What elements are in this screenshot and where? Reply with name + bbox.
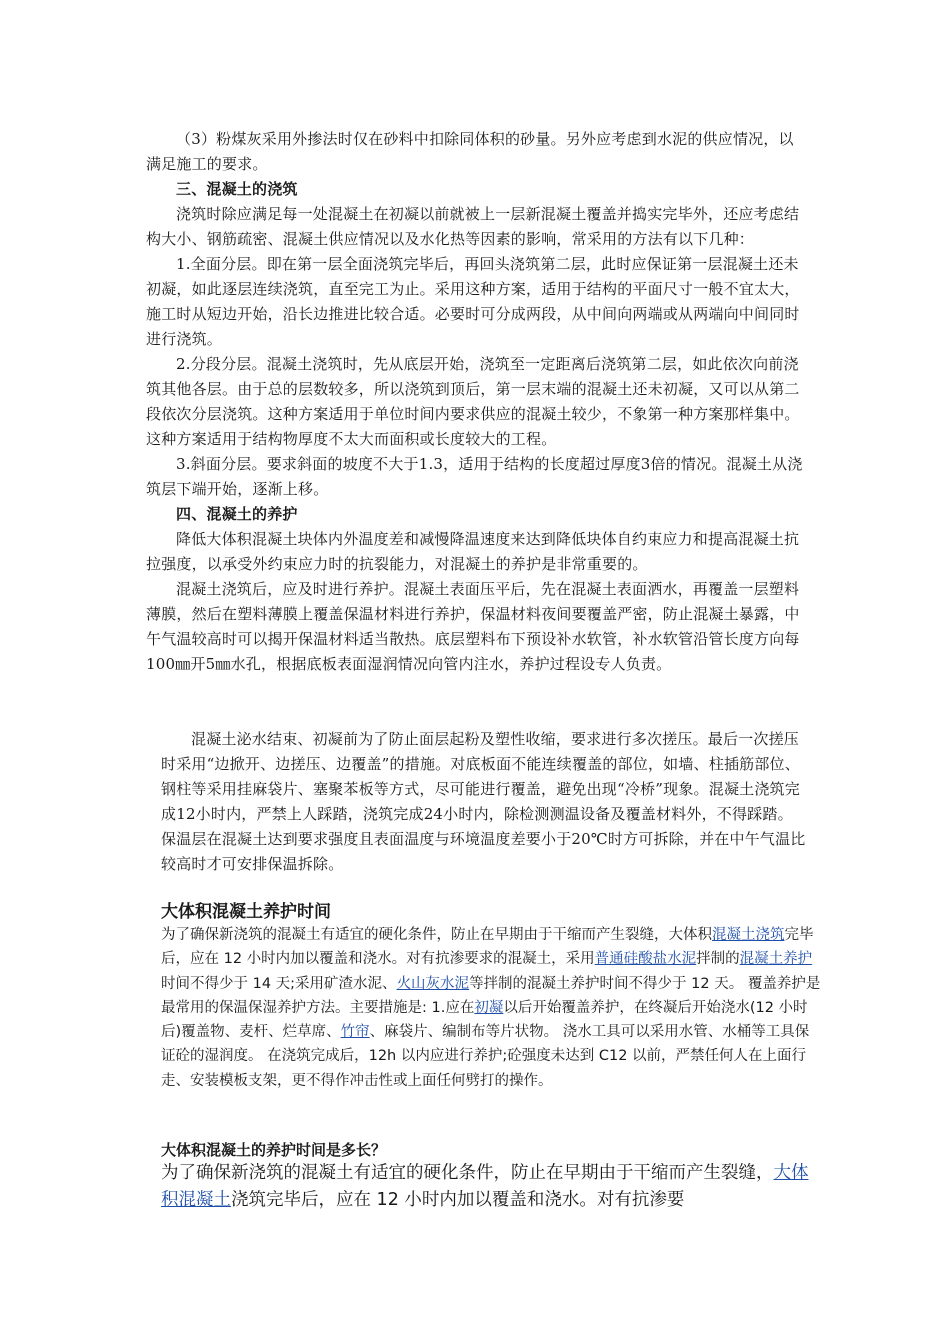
- surface-treatment-section: [161, 727, 806, 877]
- pouring-heading: 三、混凝土的浇筑: [176, 180, 298, 198]
- care-time-text-7: 、麻袋片、编制布等片状物。 浇水工具可以采用水管、水桶等工具保证砼的湿润度。 在浇筑完成后，12h 以内应进行养护;砼强度未达到 C12 以前，严禁任何人在上面行走、安装模板支架，更不得作冲击性或上面任何劈打的操作。: [161, 1024, 810, 1089]
- question-heading: 大体积混凝土的养护时间是多长？: [161, 1141, 387, 1159]
- fly-ash-paragraph: （3）粉煤灰采用外掺法时仅在砂料中扣除同体积的砂量。另外应考虑到水泥的供应情况，以满足施工的要求。: [146, 130, 794, 173]
- pouring-and-curing-section: [146, 127, 806, 677]
- link-concrete-pouring[interactable]: 混凝土浇筑: [712, 927, 785, 943]
- curing-importance-paragraph: 降低大体积混凝土块体内外温度差和减慢降温速度来达到降低块体自约束应力和提高混凝土抗拉强度，以承受外约束应力时的抗裂能力，对混凝土的养护是非常重要的。: [146, 530, 800, 573]
- care-time-text-4: 时间不得少于 14 天;采用矿渣水泥、: [161, 975, 397, 992]
- link-initial-setting[interactable]: 初凝: [474, 999, 504, 1016]
- link-mass-concrete[interactable]: 大体积混凝土: [161, 1163, 809, 1210]
- pouring-intro-paragraph: 浇筑时除应满足每一处混凝土在初凝以前就被上一层新混凝土覆盖并捣实完毕外，还应考虑结构大小、钢筋疏密、混凝土供应情况以及水化热等因素的影响，常采用的方法有以下几种：: [146, 205, 800, 248]
- surface-rubbing-paragraph: 混凝土泌水结束、初凝前为了防止面层起粉及塑性收缩，要求进行多次搓压。最后一次搓压时采用“边掀开、边搓压、边覆盖”的措施。对底板面不能连续覆盖的部位，如墙、柱插筋部位、钢柱等采用挂麻袋片、塞聚苯板等方式，尽可能进行覆盖，避免出现“冷桥”现象。混凝土浇筑完成12小时内，严禁上人踩踏，浇筑完成24小时内，除检测测温设备及覆盖材料外，不得踩踏。保温层在混凝土达到要求强度且表面温度与环境温度差要小于20℃时方可拆除，并在中午气温比较高时才可安排保温拆除。: [161, 730, 806, 873]
- care-time-paragraph: [161, 923, 821, 1093]
- curing-method-paragraph: 混凝土浇筑后，应及时进行养护。混凝土表面压平后，先在混凝土表面洒水，再覆盖一层塑料薄膜，然后在塑料薄膜上覆盖保温材料进行养护，保温材料夜间要覆盖严密，防止混凝土暴露，中午气温较高时可以揭开保温材料适当散热。底层塑料布下预设补水软管，补水软管沿管长度方向每100㎜开5㎜水孔，根据底板表面湿润情况向管内注水，养护过程设专人负责。: [146, 580, 800, 673]
- link-portland-cement[interactable]: 普通硅酸盐水泥: [594, 951, 697, 968]
- answer-text-2: 浇筑完毕后，应在 12 小时内加以覆盖和浇水。对有抗渗要: [231, 1190, 685, 1210]
- link-pozzolan-cement[interactable]: 火山灰水泥: [396, 975, 470, 992]
- care-time-text-5: 等拌制的混凝土养护时间不得少于 12 天。 覆盖养护是最常用的保温保湿养护方法。主要措施是: 1.应在: [161, 975, 821, 1016]
- link-bamboo-curtain[interactable]: 竹帘: [340, 1024, 370, 1041]
- answer-text-1: 为了确保新浇筑的混凝土有适宜的硬化条件，防止在早期由于干缩而产生裂缝，: [161, 1163, 774, 1183]
- care-time-text-6: 以后开始覆盖养护，在终凝后开始浇水(12 小时后)覆盖物、麦杆、烂草席、: [161, 999, 808, 1041]
- curing-heading: 四、混凝土的养护: [176, 505, 298, 523]
- care-time-heading: 大体积混凝土养护时间: [161, 902, 331, 922]
- care-time-text-2: 完毕后，应在 12 小时内加以覆盖和浇水。对有抗渗要求的混凝土，采用: [161, 927, 814, 968]
- full-layering-paragraph: 1.全面分层。即在第一层全面浇筑完毕后，再回头浇筑第二层，此时应保证第一层混凝土还未初凝，如此逐层连续浇筑，直至完工为止。采用这种方案，适用于结构的平面尺寸一般不宜太大，施工时从短边开始，沿长边推进比较合适。必要时可分成两段，从中间向两端或从两端向中间同时进行浇筑。: [146, 255, 800, 348]
- slope-layering-paragraph: 3.斜面分层。要求斜面的坡度不大于1.3，适用于结构的长度超过厚度3倍的情况。混凝土从浇筑层下端开始，逐渐上移。: [146, 455, 803, 498]
- care-time-text-3: 拌制的: [696, 951, 740, 968]
- segment-layering-paragraph: 2.分段分层。混凝土浇筑时，先从底层开始，浇筑至一定距离后浇筑第二层，如此依次向前浇筑其他各层。由于总的层数较多，所以浇筑到顶后，第一层末端的混凝土还未初凝，又可以从第二段依次分层浇筑。这种方案适用于单位时间内要求供应的混凝土较少，不象第一种方案那样集中。这种方案适用于结构物厚度不太大而面积或长度较大的工程。: [146, 355, 800, 448]
- question-answer-paragraph: [161, 1160, 821, 1214]
- care-time-text-1: 为了确保新浇筑的混凝土有适宜的硬化条件，防止在早期由于干缩而产生裂缝，大体积: [161, 927, 712, 943]
- link-concrete-curing[interactable]: 混凝土养护: [739, 951, 813, 968]
